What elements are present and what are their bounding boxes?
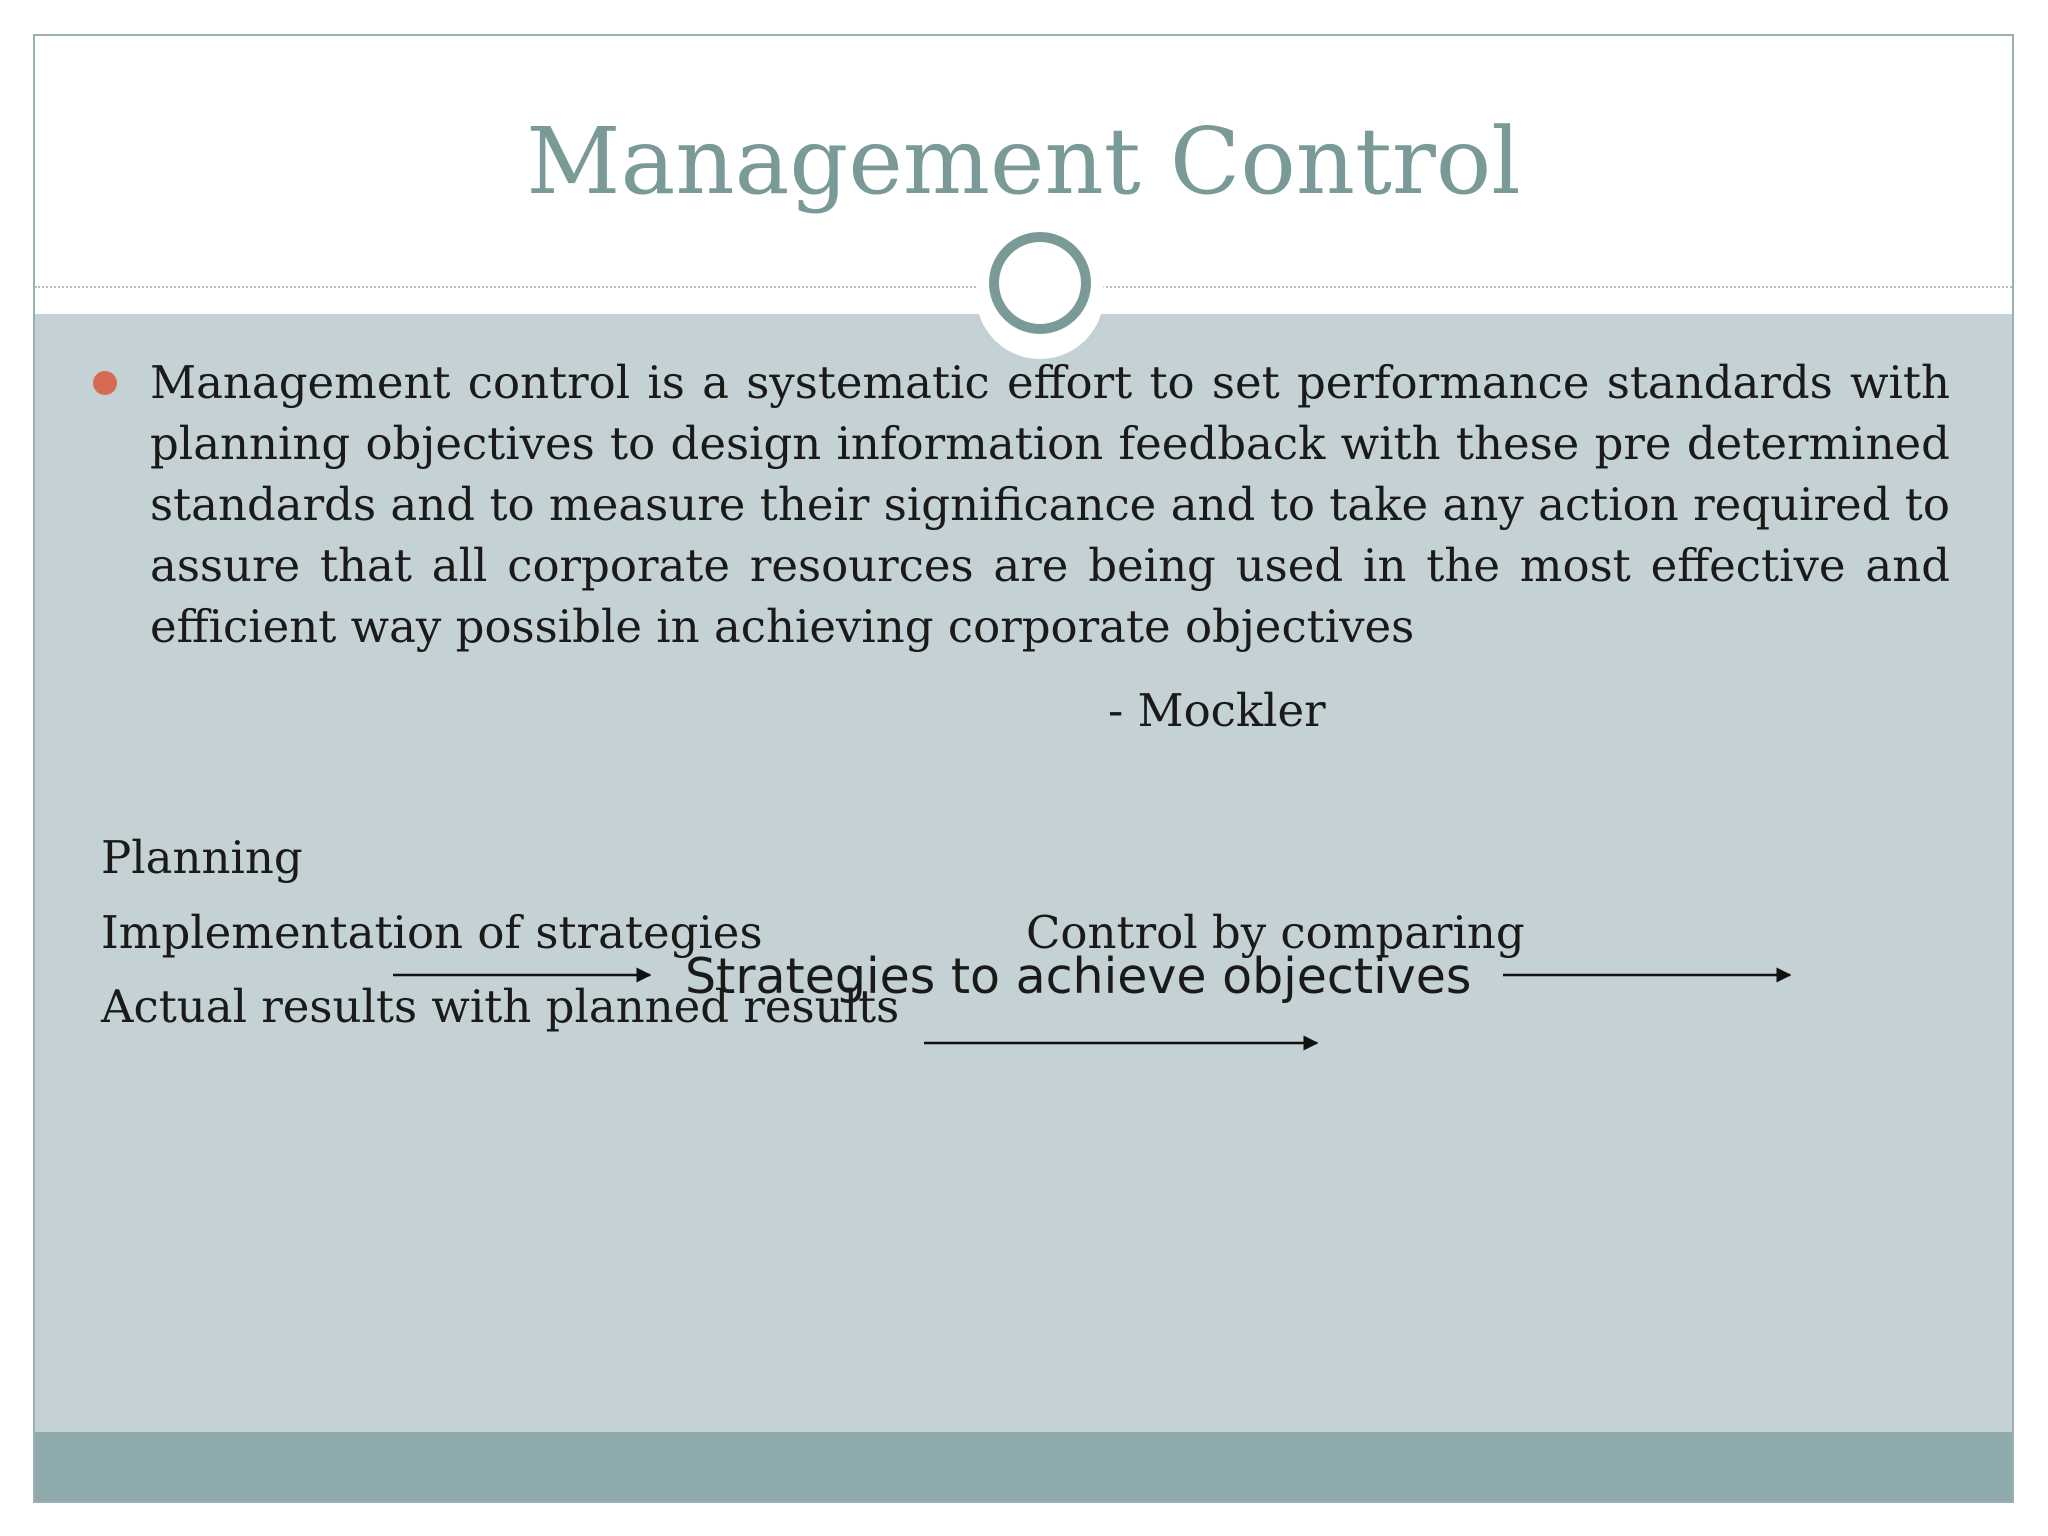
- flow-planning: Planning: [101, 831, 303, 884]
- slide: [33, 34, 2014, 1503]
- attribution: - Mockler: [1108, 684, 1326, 737]
- flow-control: Control by comparing: [1026, 906, 1525, 959]
- flow-strategies: Strategies to achieve objectives: [685, 948, 1472, 1005]
- circle-ornament-icon: [989, 232, 1091, 334]
- footer-band: [35, 1432, 2012, 1503]
- bullet-icon: [93, 371, 117, 395]
- slide-title: Management Control: [526, 108, 1521, 215]
- definition-text: Management control is a systematic effort to set performance standards with planning objectives to design information feedback with these pre determined standards and to measure their significance and to take any action required to assure that all corporate resources are being used in the most effective and efficient way possible in achieving corporate objectives: [150, 356, 1950, 653]
- flow-implementation: Implementation of strategies: [101, 906, 763, 959]
- flow-actual-results: Actual results with planned results: [101, 980, 900, 1033]
